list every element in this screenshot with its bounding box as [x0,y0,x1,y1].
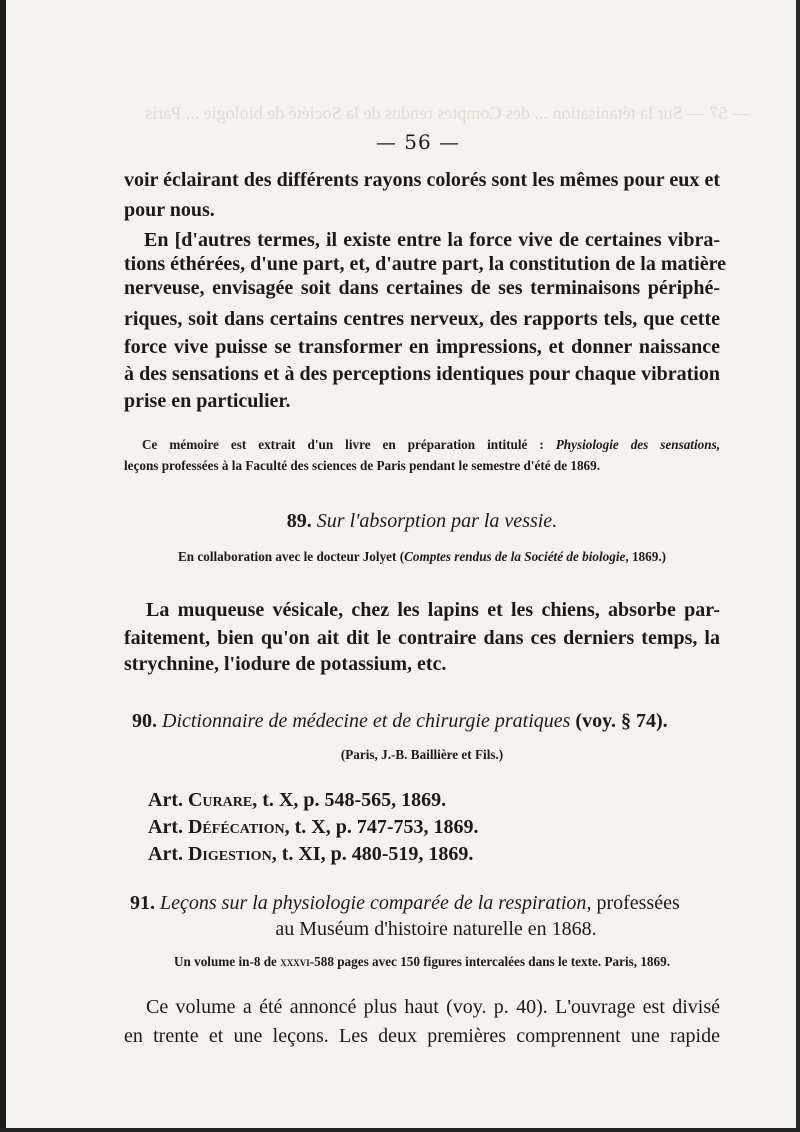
text-line: prise en particulier. [124,390,291,412]
text-line: faitement, bien qu'on ait dit le contraire dans ces derniers temps, la [124,627,720,649]
scan-edge-bottom [0,1128,800,1132]
text-line: strychnine, l'iodure de potassium, etc. [124,653,447,675]
text-line: force vive puisse se transformer en impressions, et donner naissance [124,336,720,358]
bleed-through-text: — 57 — Sur la tétanisation ... des Comptes rendus de la Société de biologie ... Paris [145,103,750,123]
page-number: — 56 — [375,130,461,154]
note-line: leçons professées à la Faculté des sciences de Paris pendant le semestre d'été de 1869. [124,458,601,473]
scan-edge-left [0,0,6,1132]
article-item: Art. Défécation, t. X, p. 747-753, 1869. [148,816,479,838]
text-line: En [d'autres termes, il existe entre la force vive de certaines vibra- [144,229,720,251]
text-line: La muqueuse vésicale, chez les lapins et les chiens, absorbe par- [146,599,720,621]
entry-publisher: (Paris, J.-B. Baillière et Fils.) [340,747,504,762]
entry-heading-91: 91. Leçons sur la physiologie comparée de la respiration, professées [130,892,680,914]
entry-heading-89: 89. Sur l'absorption par la vessie. [286,510,558,532]
entry-volume: Un volume in-8 de xxxvi-588 pages avec 150 figures intercalées dans le texte. Paris, 1869. [173,954,671,969]
article-item: Art. Curare, t. X, p. 548-565, 1869. [148,789,447,811]
entry-heading-90: 90. Dictionnaire de médecine et de chirurgie pratiques (voy. § 74). [132,710,668,732]
text-line: voir éclairant des différents rayons colorés sont les mêmes pour eux et [124,169,720,191]
article-item: Art. Digestion, t. XI, p. 480-519, 1869. [148,843,474,865]
text-line: nerveuse, envisagée soit dans certaines de ses terminaisons périphé- [124,277,720,299]
text-line: en trente et une leçons. Les deux premières comprennent une rapide [124,1025,720,1047]
text-line: riques, soit dans certains centres nerveux, des rapports tels, que cette [124,308,720,330]
entry-heading-91-line2: au Muséum d'histoire naturelle en 1868. [275,918,597,940]
note-line: Ce mémoire est extrait d'un livre en préparation intitulé : Physiologie des sensations, [142,437,720,452]
scan-edge-right [796,0,800,1132]
text-line: tions éthérées, d'une part, et, d'autre part, la constitution de la matière [124,253,726,275]
text-line: pour nous. [124,199,215,221]
entry-collaboration: En collaboration avec le docteur Jolyet (Comptes rendus de la Société de biologie, 1869.) [177,549,667,564]
text-line: à des sensations et à des perceptions identiques pour chaque vibration [124,363,720,385]
text-line: Ce volume a été annoncé plus haut (voy. p. 40). L'ouvrage est divisé [146,996,720,1018]
